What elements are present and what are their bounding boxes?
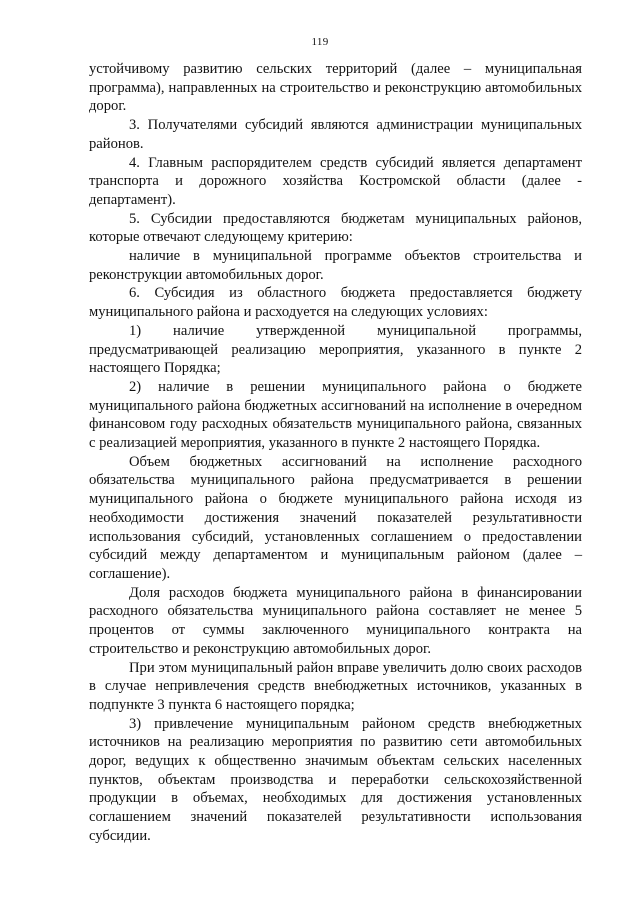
paragraph-expense-share: Доля расходов бюджета муниципального района в финансировании расходного обязательства муниципального района составляет не менее 5 процентов от суммы заключенного муниципального контракта на строительство и реконструкцию автомобильных дорог. bbox=[89, 584, 582, 657]
paragraph-item-3: 3. Получателями субсидий являются администрации муниципальных районов. bbox=[89, 117, 582, 152]
document-body bbox=[89, 60, 582, 846]
page-number: 119 bbox=[311, 36, 329, 48]
paragraph-item-6: 6. Субсидия из областного бюджета предоставляется бюджету муниципального района и расходуется на следующих условиях: bbox=[89, 285, 582, 321]
paragraph-item-4: 4. Главным распорядителем средств субсидий является департамент транспорта и дорожного хозяйства Костромской области (далее - департамент). bbox=[89, 154, 582, 208]
paragraph-item-5: 5. Субсидии предоставляются бюджетам муниципальных районов, которые отвечают следующему критерию: bbox=[89, 210, 582, 246]
paragraph-condition-2: 2) наличие в решении муниципального района о бюджете муниципального района бюджетных ассигнований на исполнение в очередном финансовом году расходных обязательств муниципального района, связанных с реализацией мероприятия, указанного в пункте 2 настоящего Порядка. bbox=[89, 378, 582, 452]
paragraph-budget-volume: Объем бюджетных ассигнований на исполнение расходного обязательства муниципального района предусматривается в решении муниципального района о бюджете муниципального района исходя из необходимости достижения значений показателей результативности использования субсидий, установленных соглашением о предоставлении субсидий между департаментом и муниципальным районом (далее – соглашение). bbox=[89, 453, 582, 582]
paragraph-continuation: устойчивому развитию сельских территорий (далее – муниципальная программа), направленных на строительство и реконструкцию автомобильных дорог. bbox=[89, 61, 582, 115]
paragraph-condition-1: 1) наличие утвержденной муниципальной программы, предусматривающей реализацию мероприятия, указанного в пункте 2 настоящего Порядка; bbox=[89, 322, 582, 377]
paragraph-criterion: наличие в муниципальной программе объектов строительства и реконструкции автомобильных дорог. bbox=[89, 248, 582, 283]
paragraph-share-increase: При этом муниципальный район вправе увеличить долю своих расходов в случае непривлечения средств внебюджетных источников, указанных в подпункте 3 пункта 6 настоящего порядка; bbox=[89, 659, 582, 713]
paragraph-condition-3: 3) привлечение муниципальным районом средств внебюджетных источников на реализацию мероприятия по развитию сети автомобильных дорог, ведущих к общественно значимым объектам сельских населенных пунктов, объектам производства и переработки сельскохозяйственной продукции в объемах, необходимых для достижения установленных соглашением значений показателей результативности использования субсидии. bbox=[89, 715, 582, 844]
